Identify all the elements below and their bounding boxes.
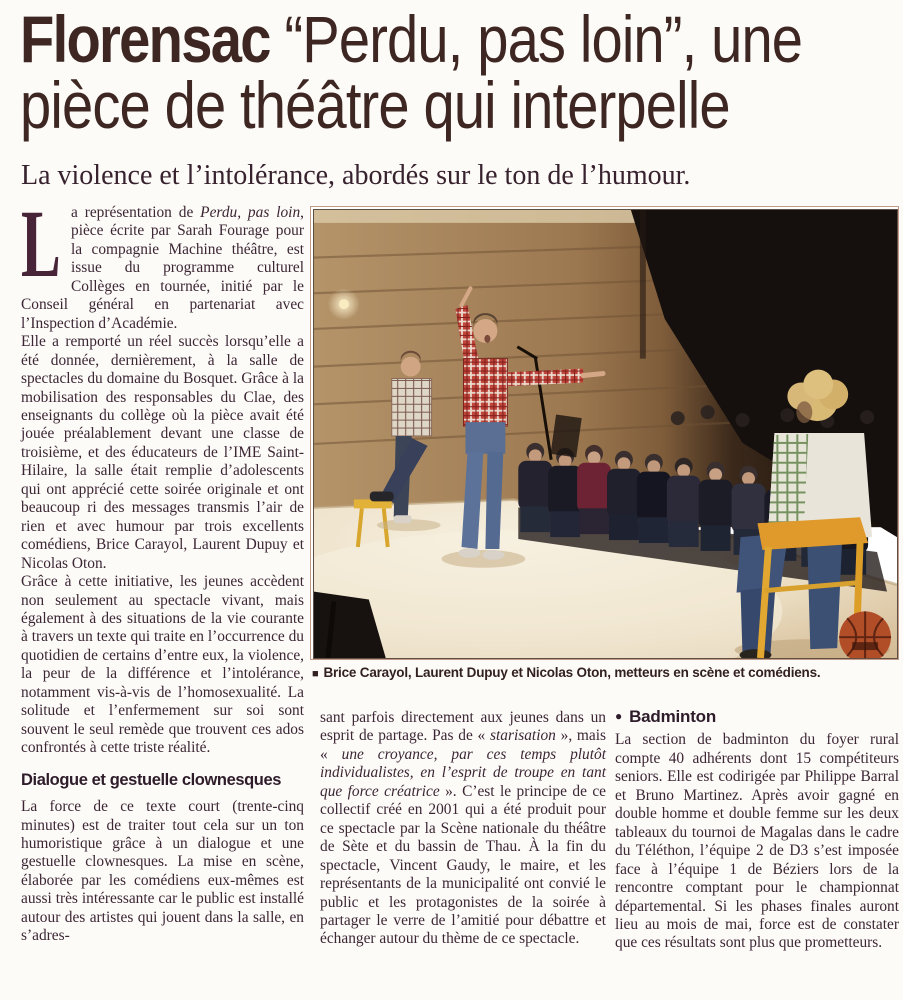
photo-caption — [312, 665, 900, 680]
badminton-heading — [615, 707, 899, 726]
drop-cap: L — [21, 190, 61, 297]
basketball — [839, 611, 891, 659]
text-segment: ». C’est le principe de ce collectif créé en 2001 qui a été produit pour ce spectacle par la Scène nationale du théâtre de Sète et du bassin de Thau. À la fin du spectacle, Vincent Gaudy, le maire, et les représentants de la municipalité ont convié le public et les protagonistes de la soirée à partager le verre de l’amitié pour débattre et échanger autour du thème de ce spectacle. — [320, 782, 606, 948]
badminton-paragraph: La section de badminton du foyer rural compte 40 adhérents dont 15 compétiteurs seniors. Elle est codirigée par Philippe Barral et Bruno Martinez. Après avoir gagné en double homme et double femme sur les deux tableaux du tournoi de Magalas dans le cadre du Téléthon, l’équipe 2 de D3 s’est imposée face à l’équipe 1 de Béziers lors de la rencontre comptant pour le championnat départemental. Si les phases finales auront lieu au mois de mai, force est de constater que ces résultats sont plus que prometteurs. — [615, 731, 899, 952]
badminton-title: Badminton — [629, 707, 717, 726]
italic-text-segment: starisation — [490, 727, 556, 745]
text-segment: », mais « — [320, 727, 607, 763]
text-segment: a représentation de — [71, 204, 201, 221]
headline-line1 — [20, 2, 803, 76]
standfirst: La violence et l’intolérance, abordés sur le ton de l’humour. — [21, 160, 691, 191]
text-segment: sant parfois directement aux jeunes dans un esprit de partage. Pas de « — [320, 709, 606, 745]
text-segment: , pièce écrite par Sarah Fourage pour la compagnie Machine théâtre, est issue du programme culturel Collèges en tournée, initié par le Conseil général en partenariat avec l’Inspection d’Académie. — [21, 204, 304, 332]
paragraph-1 — [21, 190, 304, 333]
italic-text-segment: une croyance, par ces temps plutôt individualistes, en l’esprit de troupe en tant que force créatrice — [320, 745, 606, 800]
photo-scene — [313, 209, 898, 659]
paragraph-2: Elle a remporté un réel succès lorsqu’elle a été donnée, dernièrement, à la salle de spectacles du domaine du Bosquet. Grâce à la mobilisation des responsables du Clae, des enseignants du collège où la pièce avait été jouée préalablement devant une classe de troisième, et des éducateurs de l’IME Saint-Hilaire, la salle était remplie d’adolescents qui ont apprécié cette soirée originale et ont beaucoup ri des messages transmis l’air de rien et avec humour par trois excellents comédiens, Brice Carayol, Laurent Dupuy et Nicolas Oton. — [21, 333, 304, 572]
article-column-middle — [320, 709, 606, 949]
headline-location: Florensac — [20, 2, 270, 76]
caption-square-icon: ■ — [312, 668, 319, 680]
theatre-performance-photo — [310, 206, 899, 660]
article-column-right — [615, 707, 899, 953]
paragraph-3: Grâce à cette initiative, les jeunes accèdent non seulement au spectacle vivant, mais également à des situations de la vie courante à travers un texte qui traite en l’occurrence du quotidien de certains d’entre eux, la violence, la peur de la différence et l’intolérance, notamment vis-à-vis de l’homosexualité. La solitude et l’enfermement sur soi sont souvent le seul remède que trouvent ces ados confrontés à cette triste réalité. — [21, 573, 304, 757]
bullet-icon: ● — [615, 709, 623, 723]
italic-text-segment: Perdu, pas loin — [200, 204, 301, 221]
article-column-left — [21, 190, 304, 946]
caption-text: Brice Carayol, Laurent Dupuy et Nicolas Oton, metteurs en scène et comédiens. — [323, 665, 821, 680]
headline-line2: pièce de théâtre qui interpelle — [20, 68, 730, 142]
headline-line1-rest: “Perdu, pas loin”, une — [269, 2, 803, 76]
paragraph-4: La force de ce texte court (trente-cinq minutes) est de traiter tout cela sur un ton humoristique grâce à un dialogue et une gestuelle clownesques. La mise en scène, élaborée par les comédiens eux-mêmes est aussi très intéressante car le public est installé autour des artistes qui jouent dans la salle, en s’adres- — [21, 798, 304, 945]
headline — [20, 2, 803, 142]
subheading-dialogue: Dialogue et gestuelle clownesques — [21, 770, 282, 789]
paragraph-5 — [320, 709, 606, 949]
